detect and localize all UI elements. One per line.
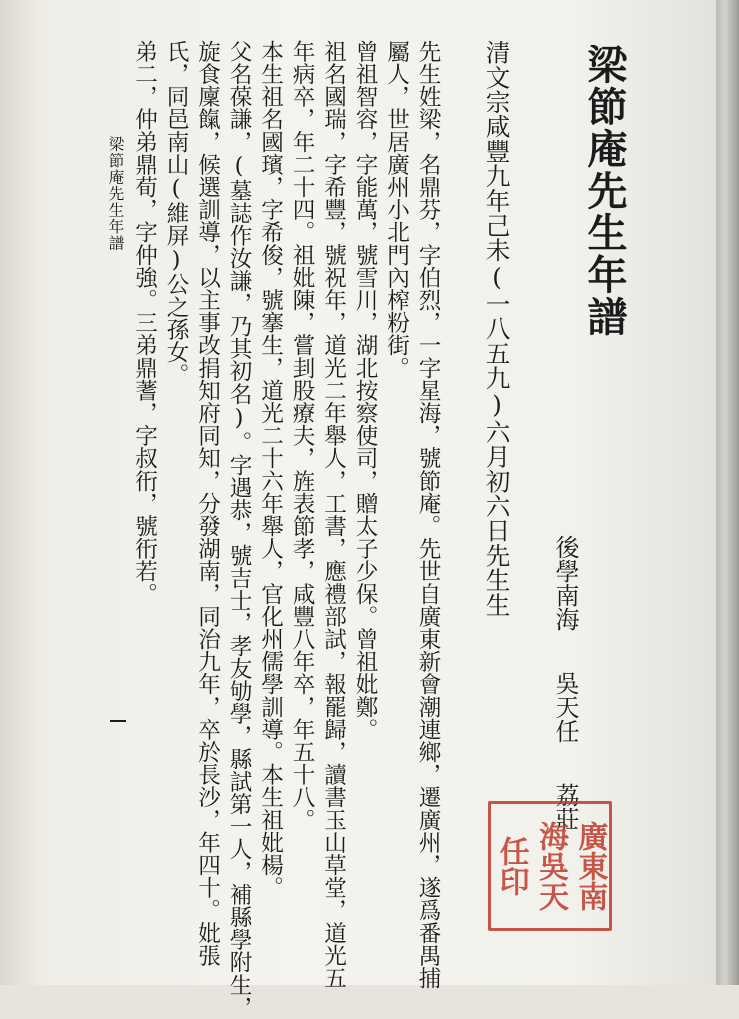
body-column: 年病卒，年二十四。祖妣陳，嘗刲股療夫，旌表節孝，咸豐八年卒，年五十八。 (289, 40, 315, 831)
body-column: 屬人，世居廣州小北門內榨粉街。 (383, 40, 410, 379)
page-number (110, 720, 126, 722)
author-courtesy-name: 荔莊 (551, 783, 579, 831)
body-column: 先生姓梁，名鼎芬，字伯烈，一字星海，號節庵。先世自廣東新會潮連鄉，遷廣州，遂爲番禺捕 (415, 40, 441, 990)
body-column: 曾祖智容，字能萬，號雪川，湖北按察使司，贈太子少保。曾祖妣鄭。 (352, 40, 378, 741)
seal-column: 海吳天 (532, 821, 568, 911)
book-title: 梁節庵先生年譜 (581, 44, 628, 338)
body-column: 氏，同邑南山(維屏)公之孫女。 (163, 40, 189, 386)
body-column: 父名葆謙，(墓誌作汝謙，乃其初名)。字遇恭，號吉士，孝友劬學，縣試第一人，補縣學附生， (226, 40, 252, 1019)
author-prefix: 後學南海 (551, 535, 579, 631)
running-title: 梁節庵先生年譜 (106, 136, 125, 252)
body-column: 弟二，仲弟鼎荀，字仲強。三弟鼎蓍，字叔衎，號衎若。 (131, 40, 158, 605)
body-column: 祖名國瑞，字希豐，號祝年，道光二年舉人，工書，應禮部試，報罷歸，讀書玉山草堂，道光五 (320, 40, 347, 990)
seal-column: 任印 (493, 836, 529, 896)
body-text (128, 40, 443, 1019)
book-page-edge (716, 0, 739, 985)
seal-column: 廣東南 (572, 821, 608, 911)
author-name: 吳天任 (551, 671, 579, 743)
body-column: 旋食廩餼，候選訓導，以主事改捐知府同知，分發湖南，同治九年，卒於長沙，年四十。妣張 (194, 40, 221, 967)
red-seal-stamp (488, 801, 612, 931)
entry-heading: 清文宗咸豐九年己未(一八五九)六月初六日先生生 (482, 40, 512, 617)
body-column: 本生祖名國璸，字希俊，號搴生，道光二十六年舉人，官化州儒學訓導。本生祖妣楊。 (257, 40, 284, 899)
